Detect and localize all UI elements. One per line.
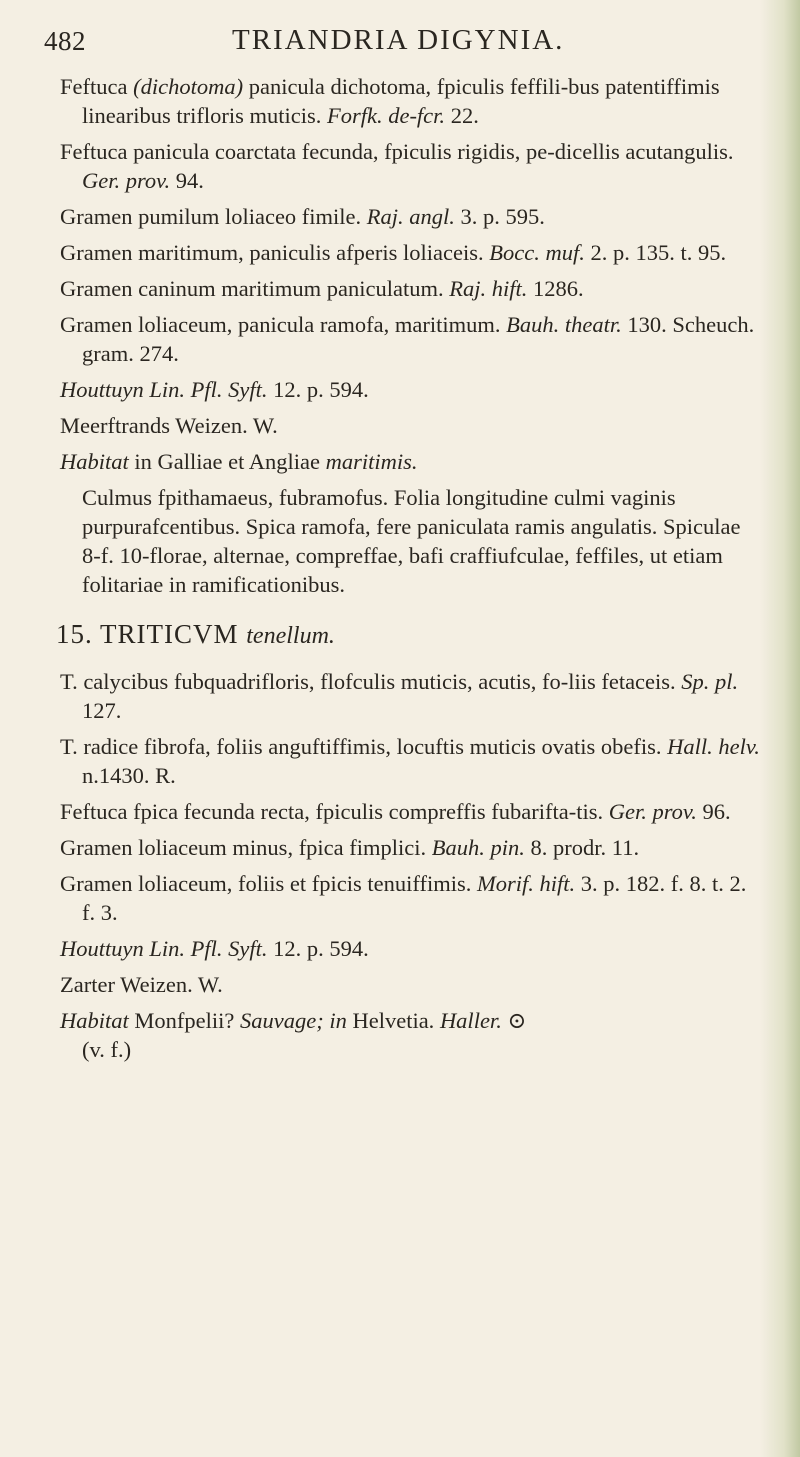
synonym-citation: Raj. angl. bbox=[366, 204, 455, 229]
synonym-text: Gramen pumilum loliaceo fimile. bbox=[60, 204, 362, 229]
annual-symbol: ⊙ bbox=[507, 1008, 527, 1033]
synonym-entry bbox=[60, 732, 760, 790]
synonym-reference: 12. p. 594. bbox=[267, 377, 369, 402]
synonym-reference: 1286. bbox=[527, 276, 584, 301]
synonym-entry bbox=[60, 797, 760, 826]
running-head: TRIANDRIA DIGYNIA. bbox=[232, 24, 565, 56]
synonym-citation: Forfk. de-fcr. bbox=[326, 103, 446, 128]
synonym-citation: Bauh. theatr. bbox=[506, 312, 622, 337]
synonym-entry bbox=[60, 137, 760, 195]
habitat-text: in Galliae et Angliae bbox=[128, 449, 326, 474]
habitat-text: Monfpelii? bbox=[128, 1008, 240, 1033]
synonym-entry bbox=[60, 72, 760, 130]
synonym-reference: 127. bbox=[82, 698, 122, 723]
synonym-entry bbox=[60, 274, 760, 303]
synonym-reference: 3. p. 595. bbox=[454, 204, 545, 229]
habitat-a bbox=[60, 447, 760, 476]
synonym-citation: Morif. hift. bbox=[477, 871, 576, 896]
habitat-label: Habitat bbox=[60, 449, 129, 474]
synonym-entry bbox=[60, 869, 760, 927]
synonym-list-a bbox=[60, 72, 760, 440]
synonym-citation: Sp. pl. bbox=[681, 669, 739, 694]
species-heading bbox=[56, 617, 760, 653]
synonym-rest: panicula dichotoma, fpiculis feffili-bus patentiffimis linearibus trifloris muticis. bbox=[82, 74, 720, 128]
synonym-text: Gramen caninum maritimum paniculatum. bbox=[60, 276, 444, 301]
habitat-collector: Sauvage; in bbox=[240, 1008, 347, 1033]
synonym-text: Gramen loliaceum, foliis et fpicis tenuiffimis. bbox=[60, 871, 472, 896]
synonym-text: T. radice fibrofa, foliis anguftiffimis, locuftis muticis ovatis obefis. bbox=[60, 734, 662, 759]
synonym-entry bbox=[60, 970, 760, 999]
synonym-citation: Houttuyn Lin. Pfl. Syft. bbox=[60, 936, 268, 961]
species-number: 15. bbox=[56, 619, 93, 649]
synonym-reference: 12. p. 594. bbox=[267, 936, 369, 961]
genus-name: TRITICVM bbox=[100, 619, 239, 649]
description-a bbox=[60, 483, 760, 599]
habitat-b bbox=[60, 1006, 760, 1064]
page-number: 482 bbox=[44, 26, 86, 56]
synonym-reference: 2. p. 135. t. 95. bbox=[584, 240, 727, 265]
page-edge-shading bbox=[760, 0, 800, 1457]
synonym-citation: Ger. prov. bbox=[608, 799, 697, 824]
synonym-entry bbox=[60, 934, 760, 963]
synonym-entry bbox=[60, 411, 760, 440]
synonym-reference: 3. p. 182. f. 8. t. 2. f. 3. bbox=[82, 871, 747, 925]
synonym-text: Gramen loliaceum minus, fpica fimplici. bbox=[60, 835, 427, 860]
synonym-text: T. calycibus fubquadrifloris, flofculis muticis, acutis, fo-liis fetaceis. bbox=[60, 669, 676, 694]
synonym-citation: Hall. helv. bbox=[667, 734, 760, 759]
synonym-reference: n.1430. R. bbox=[82, 763, 176, 788]
synonym-entry bbox=[60, 667, 760, 725]
synonym-citation: Ger. prov. bbox=[82, 168, 171, 193]
synonym-text: Feftuca fpica fecunda recta, fpiculis compreffis fubarifta-tis. bbox=[60, 799, 604, 824]
synonym-text: Gramen maritimum, paniculis afperis loliaceis. bbox=[60, 240, 484, 265]
habitat-note: (v. f.) bbox=[82, 1037, 132, 1062]
synonym-citation: Bocc. muf. bbox=[489, 240, 585, 265]
synonym-reference: 22. bbox=[445, 103, 479, 128]
synonym-text: Zarter Weizen. W. bbox=[60, 972, 223, 997]
synonym-text: Feftuca panicula coarctata fecunda, fpiculis rigidis, pe-dicellis acutangulis. bbox=[60, 139, 734, 164]
synonym-citation: Raj. hift. bbox=[449, 276, 528, 301]
description-text: Culmus fpithamaeus, fubramofus. Folia longitudine culmi vaginis purpurafcentibus. Spica ramofa, fere paniculata ramis angulatis. Spiculae 8-f. 10-florae, alternae, compreffae, bafi craffiufculae, feffiles, ut etiam folitariae in ramificationibus. bbox=[82, 485, 741, 597]
synonym-entry bbox=[60, 310, 760, 368]
synonym-reference: 130. Scheuch. gram. 274. bbox=[82, 312, 755, 366]
species-epithet: tenellum. bbox=[246, 623, 335, 649]
synonym-citation: Houttuyn Lin. Pfl. Syft. bbox=[60, 377, 268, 402]
synonym-reference: 94. bbox=[170, 168, 204, 193]
synonym-citation: Bauh. pin. bbox=[431, 835, 525, 860]
page-header bbox=[0, 22, 800, 62]
synonym-reference: 8. prodr. 11. bbox=[524, 835, 640, 860]
synonym-entry bbox=[60, 238, 760, 267]
page-body bbox=[56, 72, 760, 1071]
synonym-epithet: (dichotoma) bbox=[133, 74, 244, 99]
habitat-cite: Haller. bbox=[439, 1008, 502, 1033]
habitat-italic: maritimis. bbox=[325, 449, 418, 474]
synonym-text: Feftuca bbox=[60, 74, 128, 99]
synonym-entry bbox=[60, 375, 760, 404]
synonym-entry bbox=[60, 833, 760, 862]
synonym-text: Gramen loliaceum, panicula ramofa, maritimum. bbox=[60, 312, 501, 337]
synonym-list-b bbox=[60, 667, 760, 999]
habitat-region: Helvetia. bbox=[346, 1008, 440, 1033]
habitat-label: Habitat bbox=[60, 1008, 129, 1033]
synonym-entry bbox=[60, 202, 760, 231]
synonym-text: Meerftrands Weizen. W. bbox=[60, 413, 278, 438]
synonym-reference: 96. bbox=[696, 799, 731, 824]
